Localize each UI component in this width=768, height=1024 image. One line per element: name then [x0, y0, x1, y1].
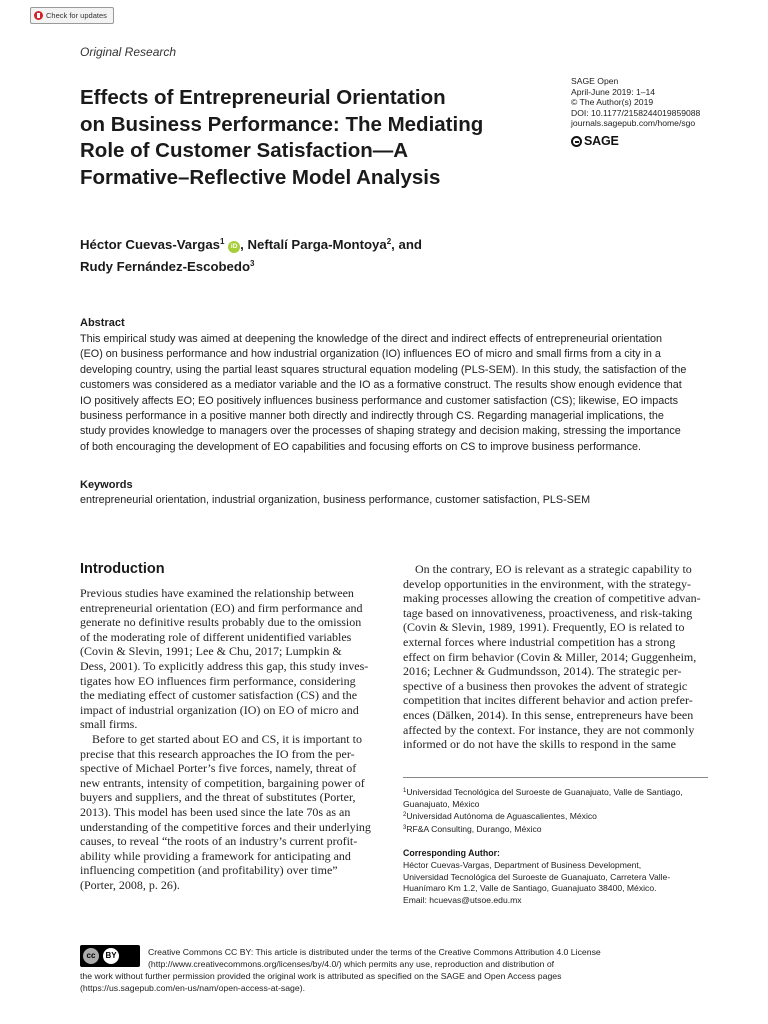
affiliation-line: $^3$RF&A Consulting, Durango, México: [403, 823, 542, 834]
title-line: Effects of Entrepreneurial Orientation: [80, 86, 446, 109]
intro-right-column: [403, 562, 708, 752]
body-line: tage based on innovativeness, proactiveness, and risk-taking: [403, 605, 693, 620]
body-line: external forces where industrial competition has a strong: [403, 634, 676, 649]
corr-line: Universidad Tecnológica del Suroeste de Guanajuato, Carretera Valle-: [403, 871, 671, 882]
orcid-icon[interactable]: iD: [228, 241, 240, 253]
corr-line: Huanímaro Km 1.2, Valle de Santiago, Guanajuato 38400, México.: [403, 883, 657, 894]
body-line: ability while providing a framework for anticipating and: [80, 848, 351, 863]
license-line[interactable]: (http://www.creativecommons.org/licenses/by/4.0/) which permits any use, reproduction and distribution of: [148, 959, 555, 969]
copyright: © The Author(s) 2019: [571, 97, 654, 108]
affiliation-marker: 2: [386, 237, 392, 246]
check-for-updates-badge[interactable]: [30, 7, 114, 24]
journal-name: SAGE Open: [571, 76, 619, 86]
article-title: [80, 85, 550, 191]
keywords-list: entrepreneurial orientation, industrial organization, business performance, customer satisfaction, PLS-SEM: [80, 494, 591, 506]
license-line: the work without further permission provided the original work is attributed as specified on the SAGE and Open Access pages: [80, 971, 562, 981]
abstract-line: (EO) on business performance and how industrial organization (IO) influences EO of micro and small firms from a city in a: [80, 348, 661, 361]
section-label: Original Research: [80, 45, 177, 59]
body-line: the mediating effect of customer satisfaction (CS) and the: [80, 688, 358, 703]
abstract-body: [80, 332, 710, 455]
license-line[interactable]: (https://us.sagepub.com/en-us/nam/open-access-at-sage).: [80, 983, 306, 993]
corresponding-author-details: [403, 860, 670, 906]
introduction-heading: Introduction: [80, 561, 165, 577]
body-line: develop opportunities in the environment, with the strategy-: [403, 576, 691, 591]
creative-commons-icon: cc: [83, 948, 99, 964]
body-line: affected by the context. For instance, they are not commonly: [403, 722, 695, 737]
license-line: Creative Commons CC BY: This article is distributed under the terms of the Creative Commons Attribution 4.0 License: [148, 947, 601, 957]
body-line: generate no definitive results probably due to the omission: [80, 615, 362, 630]
author-name[interactable]: , Neftalí Parga-Montoya: [240, 237, 387, 252]
body-line: Before to get started about EO and CS, it is important to: [80, 731, 362, 746]
corr-line: Héctor Cuevas-Vargas, Department of Business Development,: [403, 860, 642, 870]
abstract-line: developing country, using the partial least squares structural equation modeling (PLS-SEM). In this study, the satisfaction of the: [80, 363, 687, 376]
sage-swirl-icon: [571, 136, 582, 147]
body-line: new entrants, intensity of competition, bargaining power of: [80, 775, 365, 790]
abstract-line: IO positively affects EO; EO positively influences business performance and customer satisfaction (CS); likewise, EO impacts: [80, 394, 679, 407]
abstract-line: study provides knowledge to managers over the processes of shaping strategy and decision making, stressing the importance: [80, 425, 681, 438]
sage-logo-text: SAGE: [584, 134, 619, 148]
corr-email[interactable]: Email: hcuevas@utsoe.edu.mx: [403, 894, 522, 905]
affiliation-line: $^1$Universidad Tecnológica del Suroeste de Guanajuato, Valle de Santiago,: [403, 787, 683, 797]
doi[interactable]: DOI: 10.1177/2158244019859088: [571, 107, 701, 118]
body-line: (Covin & Slevin, 1989, 1991). Frequently, EO is related to: [403, 620, 685, 635]
corresponding-author-heading: Corresponding Author:: [403, 848, 500, 858]
keywords-heading: Keywords: [80, 479, 133, 491]
body-line: influencing competition (and profitability) over time”: [80, 863, 338, 878]
affiliations: [403, 786, 683, 835]
body-line: impact of industrial organization (IO) on EO of micro and: [80, 702, 359, 717]
sage-logo: [571, 134, 619, 148]
title-line: Formative–Reflective Model Analysis: [80, 165, 441, 189]
journal-issue: April-June 2019: 1–14: [571, 86, 656, 97]
body-line: competition that incites different behavior and action prefer-: [403, 693, 693, 708]
body-line: small firms.: [80, 717, 138, 732]
intro-left-column: [80, 586, 371, 892]
body-line: spective of a business then provokes the advent of strategic: [403, 678, 688, 693]
title-line: Role of Customer Satisfaction—A: [80, 139, 409, 162]
body-line: (Porter, 2008, p. 26).: [80, 877, 180, 892]
body-line: 2016; Lechner & Gudmundsson, 2014). The strategic per-: [403, 664, 682, 679]
body-line: causes, to reveal “the roots of an industry’s current profit-: [80, 834, 358, 849]
license-text: [80, 946, 601, 994]
footnote-divider: [403, 777, 708, 778]
journal-meta: [571, 76, 700, 129]
abstract-heading: Abstract: [80, 317, 125, 329]
body-line: (Covin & Slevin, 1991; Lee & Chu, 2017; Lumpkin &: [80, 644, 342, 659]
body-line: understanding of the competitive forces and their underlying: [80, 819, 371, 834]
abstract-line: customers was considered as a mediator variable and the IO as a formative construct. The results show enough evidence that: [80, 379, 682, 392]
body-line: On the contrary, EO is relevant as a strategic capability to: [403, 562, 692, 576]
author-name[interactable]: Héctor Cuevas-Vargas: [80, 237, 221, 252]
check-for-updates-label: Check for updates: [46, 11, 107, 20]
body-line: entrepreneurial orientation (EO) and firm performance and: [80, 600, 363, 615]
body-line: ences (Dälken, 2014). In this sense, entrepreneurs have been: [403, 707, 694, 722]
body-line: Previous studies have examined the relationship between: [80, 586, 354, 600]
body-line: 2013). This model has been used since the late 70s as an: [80, 804, 351, 819]
affiliation-line: $^2$Universidad Autónoma de Aguascalientes, México: [403, 811, 597, 822]
body-line: of the moderating role of different unidentified variables: [80, 629, 352, 644]
by-attribution-icon: BY: [103, 948, 119, 964]
body-line: informed or do not have the skills to respond in the same: [403, 737, 676, 752]
affiliation-marker: 1: [220, 237, 225, 246]
abstract-line: of both encouraging the development of EO capabilities and focusing efforts on CS to improve business performance.: [80, 440, 641, 453]
body-line: buyers and suppliers, and the threat of substitutes (Porter,: [80, 790, 356, 805]
affiliation-line: Guanajuato, México: [403, 798, 480, 809]
body-line: tigates how EO influences firm performance, considering: [80, 673, 356, 688]
author-conjunction: , and: [391, 237, 422, 252]
affiliation-marker: 3: [250, 259, 255, 268]
body-line: making processes allowing the creation of competitive advan-: [403, 591, 701, 606]
body-line: effect on firm behavior (Covin & Miller, 2014; Guggenheim,: [403, 649, 697, 664]
title-line: on Business Performance: The Mediating: [80, 112, 484, 136]
journal-url[interactable]: journals.sagepub.com/home/sgo: [571, 118, 696, 129]
author-list: [80, 232, 422, 276]
body-line: Dess, 2001). To explicitly address this gap, this study inves-: [80, 658, 369, 673]
body-line: spective of Michael Porter’s five forces, namely, threat of: [80, 761, 357, 776]
body-line: precise that this research approaches the IO from the per-: [80, 746, 355, 761]
abstract-line: This empirical study was aimed at deepening the knowledge of the direct and indirect effects of entrepreneurial orientation: [80, 333, 662, 345]
bookmark-icon: [34, 11, 43, 20]
abstract-line: business performance in a positive manner both directly and indirectly through CS. Regarding managerial implications, the: [80, 410, 664, 423]
author-name[interactable]: Rudy Fernández-Escobedo: [80, 259, 250, 274]
